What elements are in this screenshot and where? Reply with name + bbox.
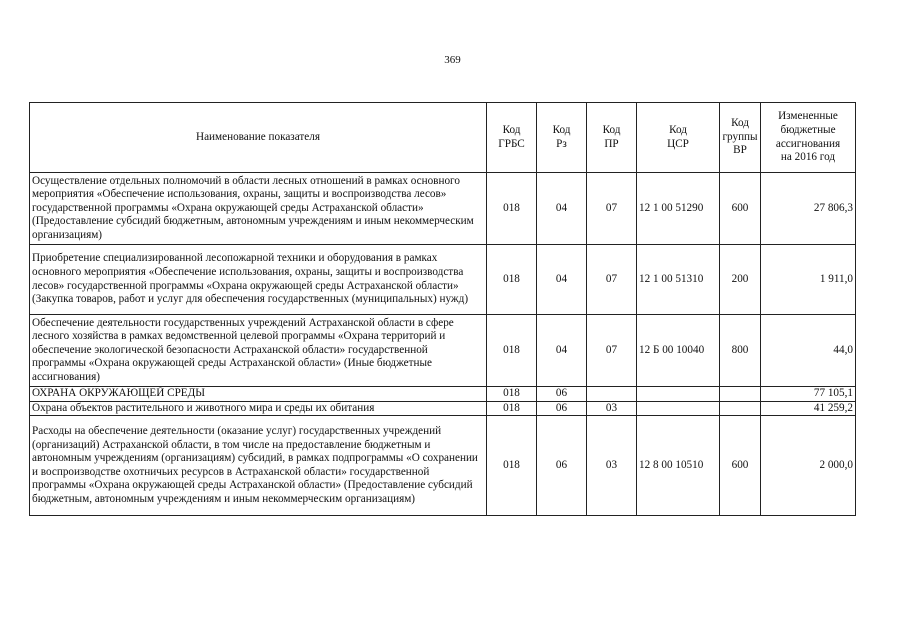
row-vr: 600 [720, 173, 761, 245]
row-vr: 800 [720, 315, 761, 387]
row-name: Приобретение специализированной лесопожарной техники и оборудования в рамках основного мероприятия «Обеспечение использования, охраны, защиты и воспроизводства лесов» государственной программы «Охрана окружающей среды Астраханской области» (Закупка товаров, работ и услуг для обеспечения государственных (муниципальных) нужд) [30, 245, 487, 315]
row-amount: 41 259,2 [761, 401, 856, 416]
row-name: ОХРАНА ОКРУЖАЮЩЕЙ СРЕДЫ [30, 387, 487, 402]
header-amount: Измененные бюджетные ассигнования на 2016 год [761, 103, 856, 173]
row-csr: 12 8 00 10510 [637, 416, 720, 516]
budget-table [29, 102, 856, 516]
table-row [30, 245, 856, 315]
row-amount: 77 105,1 [761, 387, 856, 402]
row-rz: 06 [537, 401, 587, 416]
page-number: 369 [444, 54, 461, 66]
row-name: Расходы на обеспечение деятельности (оказание услуг) государственных учреждений (организаций) Астраханской области, в том числе на предоставление бюджетным и автономным учреждениям (организациям) субсидий, в рамках подпрограммы «О сохранении и воспроизводстве охотничьих ресурсов в Астраханской области» государственной программы «Охрана окружающей среды Астраханской области» (Предоставление субсидий бюджетным, автономным учреждениям и иным некоммерческим организациям) [30, 416, 487, 516]
row-pr: 07 [587, 315, 637, 387]
row-grbs: 018 [487, 416, 537, 516]
row-csr [637, 387, 720, 402]
row-grbs: 018 [487, 173, 537, 245]
row-vr: 200 [720, 245, 761, 315]
row-vr [720, 401, 761, 416]
row-name: Охрана объектов растительного и животного мира и среды их обитания [30, 401, 487, 416]
table-row [30, 173, 856, 245]
header-grbs: Код ГРБС [487, 103, 537, 173]
table-row [30, 315, 856, 387]
header-vr: Код группы ВР [720, 103, 761, 173]
row-csr: 12 1 00 51310 [637, 245, 720, 315]
row-pr: 03 [587, 401, 637, 416]
row-amount: 2 000,0 [761, 416, 856, 516]
row-vr [720, 387, 761, 402]
row-pr: 07 [587, 173, 637, 245]
row-vr: 600 [720, 416, 761, 516]
row-pr [587, 387, 637, 402]
row-amount: 1 911,0 [761, 245, 856, 315]
header-csr: Код ЦСР [637, 103, 720, 173]
row-amount: 27 806,3 [761, 173, 856, 245]
row-rz: 04 [537, 173, 587, 245]
row-name: Осуществление отдельных полномочий в области лесных отношений в рамках основного мероприятия «Обеспечение использования, охраны, защиты и воспроизводства лесов» государственной программы «Охрана окружающей среды Астраханской области» (Предоставление субсидий бюджетным, автономным учреждениям и иным некоммерческим организациям) [30, 173, 487, 245]
row-pr: 03 [587, 416, 637, 516]
row-csr: 12 Б 00 10040 [637, 315, 720, 387]
row-rz: 04 [537, 315, 587, 387]
row-grbs: 018 [487, 401, 537, 416]
row-grbs: 018 [487, 387, 537, 402]
row-rz: 06 [537, 416, 587, 516]
row-pr: 07 [587, 245, 637, 315]
header-name: Наименование показателя [30, 103, 487, 173]
table-row [30, 416, 856, 516]
header-rz: Код Рз [537, 103, 587, 173]
table-header-row [30, 103, 856, 173]
row-grbs: 018 [487, 315, 537, 387]
table-row [30, 401, 856, 416]
table-row [30, 387, 856, 402]
row-csr [637, 401, 720, 416]
row-rz: 06 [537, 387, 587, 402]
header-pr: Код ПР [587, 103, 637, 173]
row-csr: 12 1 00 51290 [637, 173, 720, 245]
row-rz: 04 [537, 245, 587, 315]
row-amount: 44,0 [761, 315, 856, 387]
row-grbs: 018 [487, 245, 537, 315]
row-name: Обеспечение деятельности государственных учреждений Астраханской области в сфере лесного хозяйства в рамках ведомственной целевой программы «Охрана территорий и обеспечение экологической безопасности Астраханской области» государственной программы «Охрана окружающей среды Астраханской области» (Иные бюджетные ассигнования) [30, 315, 487, 387]
